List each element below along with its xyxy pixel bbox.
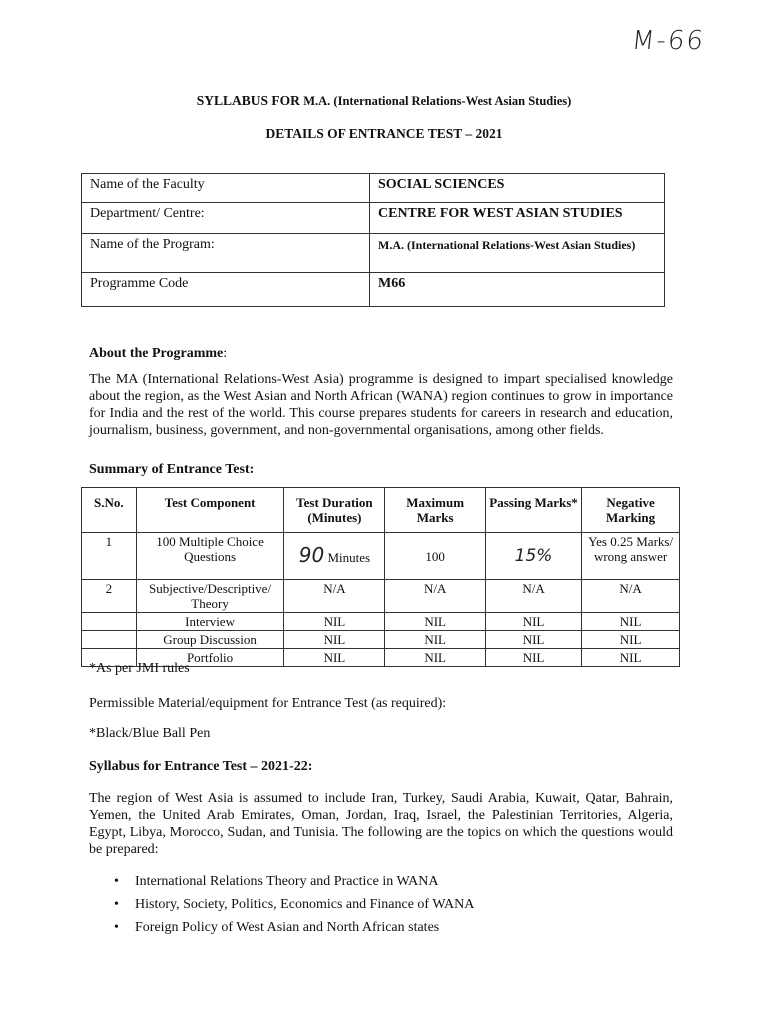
table-row xyxy=(82,174,665,203)
info-value: M66 xyxy=(370,273,665,307)
cell-passing-marks: NIL xyxy=(485,613,581,631)
header-passing-marks: Passing Marks* xyxy=(485,488,581,533)
cell-duration: NIL xyxy=(284,649,385,667)
cell-component: Interview xyxy=(136,613,284,631)
bullet-icon: • xyxy=(114,874,119,889)
bullet-icon: • xyxy=(114,897,119,912)
bullet-icon: • xyxy=(114,920,119,935)
syllabus-heading: Syllabus for Entrance Test – 2021-22: xyxy=(89,759,313,774)
cell-component: Portfolio xyxy=(136,649,284,667)
table-row xyxy=(82,533,680,580)
cell-negative-marking: NIL xyxy=(582,631,680,649)
cell-component: Subjective/Descriptive/ Theory xyxy=(136,580,284,613)
about-paragraph: The MA (International Relations-West Asia) programme is designed to impart specialised knowledge about the region, as the West Asian and North African (WANA) region continues to grow in importance for India and the rest of the world. This course prepares students for careers in research and education, journalism, business, government, and non-governmental organisations, among other fields. xyxy=(89,372,673,438)
table-row xyxy=(82,613,680,631)
topic-list xyxy=(89,873,474,942)
cell-passing-marks xyxy=(485,533,581,580)
cell-max-marks: NIL xyxy=(385,649,486,667)
cell-duration: N/A xyxy=(284,580,385,613)
syllabus-paragraph: The region of West Asia is assumed to include Iran, Turkey, Saudi Arabia, Kuwait, Qatar, Bahrain, Yemen, the United Arab Emirates, Oman, Jordan, Iraq, Israel, the Palestinian Territories, Algeria, Egypt, Libya, Morocco, Sudan, and Tunisia. The following are the topics on which the questions would be prepared: xyxy=(89,791,673,857)
duration-unit: Minutes xyxy=(327,549,371,565)
title-program: M.A. (International Relations-West Asian Studies) xyxy=(303,94,572,108)
cell-negative-marking: NIL xyxy=(582,613,680,631)
table-row xyxy=(82,203,665,234)
cell-negative-marking: N/A xyxy=(582,580,680,613)
cell-sno xyxy=(82,613,137,631)
cell-max-marks: NIL xyxy=(385,631,486,649)
info-label: Programme Code xyxy=(82,273,370,307)
cell-component: 100 Multiple Choice Questions xyxy=(136,533,284,580)
header-max-marks: Maximum Marks xyxy=(385,488,486,533)
permissible-material-text: Permissible Material/equipment for Entrance Test (as required): xyxy=(89,696,447,711)
cell-max-marks: NIL xyxy=(385,613,486,631)
list-item xyxy=(89,919,474,942)
handwritten-passing-marks: 15% xyxy=(514,545,553,566)
info-label: Department/ Centre: xyxy=(82,203,370,234)
info-value: M.A. (International Relations-West Asian Studies) xyxy=(370,234,665,273)
table-row xyxy=(82,273,665,307)
cell-duration xyxy=(284,533,385,580)
cell-passing-marks: NIL xyxy=(485,649,581,667)
header-component: Test Component xyxy=(136,488,284,533)
info-label: Name of the Faculty xyxy=(82,174,370,203)
info-value: SOCIAL SCIENCES xyxy=(370,174,665,203)
entrance-test-summary-table xyxy=(81,487,680,667)
handwritten-code: M-66 xyxy=(630,26,707,56)
cell-passing-marks: NIL xyxy=(485,631,581,649)
about-heading xyxy=(89,346,227,362)
cell-sno: 2 xyxy=(82,580,137,613)
cell-passing-marks: N/A xyxy=(485,580,581,613)
table-row xyxy=(82,631,680,649)
table-row xyxy=(82,580,680,613)
topic-text: Foreign Policy of West Asian and North African states xyxy=(135,920,440,935)
table-header-row xyxy=(82,488,680,533)
info-value: CENTRE FOR WEST ASIAN STUDIES xyxy=(370,203,665,234)
ball-pen-note: *Black/Blue Ball Pen xyxy=(89,726,211,741)
topic-text: History, Society, Politics, Economics and Finance of WANA xyxy=(135,897,475,912)
header-duration: Test Duration (Minutes) xyxy=(284,488,385,533)
list-item xyxy=(89,896,474,919)
table-row xyxy=(82,234,665,273)
page-title xyxy=(0,93,768,109)
cell-duration: NIL xyxy=(284,613,385,631)
summary-heading: Summary of Entrance Test: xyxy=(89,462,255,477)
info-label: Name of the Program: xyxy=(82,234,370,273)
title-prefix: SYLLABUS FOR xyxy=(196,93,300,108)
page-subtitle: DETAILS OF ENTRANCE TEST – 2021 xyxy=(265,126,503,141)
cell-sno xyxy=(82,631,137,649)
cell-duration: NIL xyxy=(284,631,385,649)
cell-negative-marking: NIL xyxy=(582,649,680,667)
cell-sno: 1 xyxy=(82,533,137,580)
cell-negative-marking: Yes 0.25 Marks/ wrong answer xyxy=(582,533,680,580)
cell-component: Group Discussion xyxy=(136,631,284,649)
about-heading-colon: : xyxy=(223,346,228,361)
handwritten-duration: 90 xyxy=(298,542,325,567)
table-footnote: *As per JMI rules xyxy=(89,661,190,676)
about-heading-text: About the Programme xyxy=(89,346,224,361)
header-negative-marking: Negative Marking xyxy=(582,488,680,533)
program-info-table xyxy=(81,173,665,307)
topic-text: International Relations Theory and Practice in WANA xyxy=(135,874,439,889)
cell-max-marks: N/A xyxy=(385,580,486,613)
cell-max-marks: 100 xyxy=(385,533,486,580)
list-item xyxy=(89,873,474,896)
header-sno: S.No. xyxy=(82,488,137,533)
